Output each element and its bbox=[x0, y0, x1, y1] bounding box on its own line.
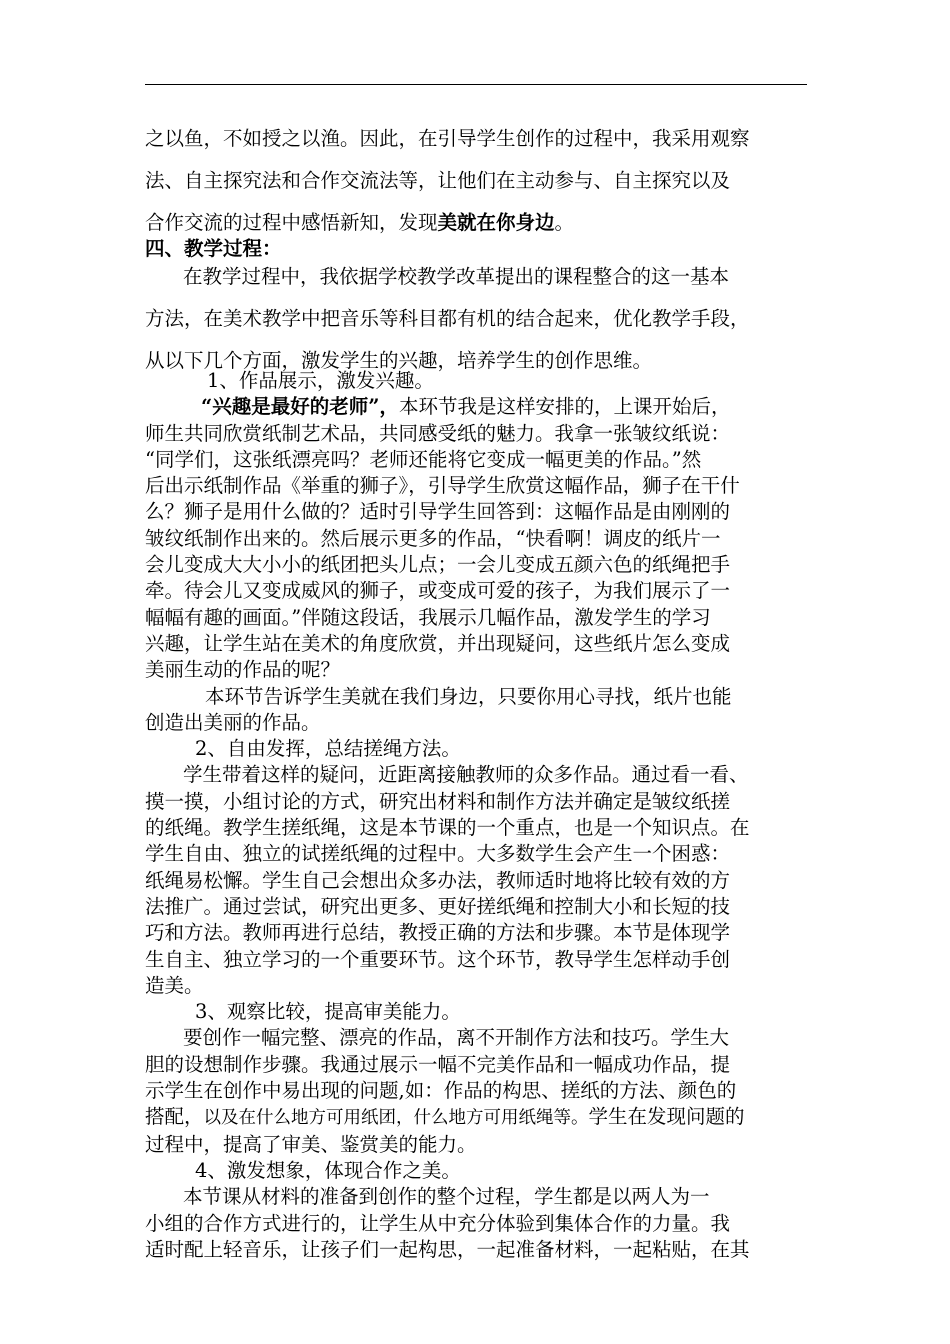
quote-emphasis: “兴趣是最好的老师”， bbox=[201, 395, 399, 419]
text-line: 学生自由、独立的试搓纸绳的过程中。大多数学生会产生一个困惑： bbox=[145, 842, 731, 866]
text-line: 造美。 bbox=[145, 973, 204, 997]
text-span: 。 bbox=[554, 211, 575, 234]
text-line: 兴趣，让学生站在美术的角度欣赏，并出现疑问，这些纸片怎么变成 bbox=[145, 631, 731, 655]
text-line: “同学们，这张纸漂亮吗？老师还能将它变成一幅更美的作品。”然 bbox=[145, 447, 702, 471]
text-line bbox=[145, 394, 807, 420]
text-span: 本环节我是这样安排的，上课开始后， bbox=[398, 395, 731, 419]
text-line: 巧和方法。教师再进行总结，教授正确的方法和步骤。本节是体现学 bbox=[145, 921, 731, 945]
text-line: 从以下几个方面，激发学生的兴趣，培养学生的创作思维。 bbox=[145, 349, 653, 372]
text-line: 法推广。通过尝试，研究出更多、更好搓纸绳和控制大小和长短的技 bbox=[145, 894, 731, 918]
text-line: 之以鱼，不如授之以渔。因此，在引导学生创作的过程中，我采用观察 bbox=[145, 127, 750, 150]
text-line: 纸绳易松懈。学生自己会想出众多办法，教师适时地将比较有效的方 bbox=[145, 868, 731, 892]
text-line: 胆的设想制作步骤。我通过展示一幅不完美作品和一幅成功作品，提 bbox=[145, 1052, 731, 1076]
text-span: 学生在发现问题的 bbox=[588, 1105, 745, 1129]
text-line: 幅幅有趣的画面。”伴随这段话，我展示几幅作品，激发学生的学习 bbox=[145, 605, 711, 629]
text-line: 摸一摸，小组讨论的方式，研究出材料和制作方法并确定是皱纹纸搓 bbox=[145, 789, 731, 813]
text-line: 过程中，提高了审美、鉴赏美的能力。 bbox=[145, 1132, 477, 1156]
text-line: 本环节告诉学生美就在我们身边，只要你用心寻找，纸片也能 bbox=[205, 684, 732, 708]
intro-paragraph bbox=[145, 256, 807, 382]
text-line: 么？狮子是用什么做的？适时引导学生回答到：这幅作品是由刚刚的 bbox=[145, 500, 731, 524]
top-paragraph bbox=[145, 118, 807, 244]
text-line: 本节课从材料的准备到创作的整个过程，学生都是以两人为一 bbox=[183, 1185, 710, 1209]
text-line: 创造出美丽的作品。 bbox=[145, 710, 321, 734]
subsection-title-2: 2、自由发挥，总结搓绳方法。 bbox=[195, 737, 461, 761]
text-line: 方法，在美术教学中把音乐等科目都有机的结合起来，优化教学手段， bbox=[145, 307, 750, 330]
subsection-title-4: 4、激发想象，体现合作之美。 bbox=[195, 1158, 461, 1182]
text-line: 在教学过程中，我依据学校教学改革提出的课程整合的这一基本 bbox=[183, 265, 730, 288]
text-span-small: 以及在什么地方可用纸团，什么地方可用纸绳等。 bbox=[203, 1108, 589, 1129]
text-line: 会儿变成大大小小的纸团把头儿点；一会儿变成五颜六色的纸绳把手 bbox=[145, 553, 731, 577]
text-line: 学生带着这样的疑问，近距离接触教师的众多作品。通过看一看、 bbox=[183, 763, 749, 787]
text-line: 适时配上轻音乐，让孩子们一起构思，一起准备材料，一起粘贴，在其 bbox=[145, 1237, 750, 1261]
text-line: 牵。待会儿又变成威风的狮子，或变成可爱的孩子，为我们展示了一 bbox=[145, 579, 731, 603]
subsection-title-3: 3、观察比较，提高审美能力。 bbox=[195, 1000, 461, 1024]
text-span: 搭配， bbox=[145, 1105, 204, 1129]
text-span: 合作交流的过程中感悟新知，发现 bbox=[145, 211, 438, 234]
text-line: 皱纹纸制作出来的。然后展示更多的作品，“快看啊！调皮的纸片一 bbox=[145, 526, 721, 550]
text-line: 小组的合作方式进行的，让学生从中充分体验到集体合作的力量。我 bbox=[145, 1211, 731, 1235]
section-heading: 四、教学过程： bbox=[145, 237, 282, 260]
text-line: 后出示纸制作品《举重的狮子》，引导学生欣赏这幅作品，狮子在干什 bbox=[145, 474, 740, 498]
subsection-title-1: 1、作品展示，激发兴趣。 bbox=[207, 369, 434, 392]
text-line: 师生共同欣赏纸制艺术品，共同感受纸的魅力。我拿一张皱纹纸说： bbox=[145, 421, 731, 445]
text-line: 法、自主探究法和合作交流法等，让他们在主动参与、自主探究以及 bbox=[145, 169, 731, 192]
header-rule bbox=[145, 84, 807, 85]
text-line: 的纸绳。教学生搓纸绳，这是本节课的一个重点，也是一个知识点。在 bbox=[145, 816, 750, 840]
text-line: 生自主、独立学习的一个重要环节。这个环节，教导学生怎样动手创 bbox=[145, 947, 731, 971]
text-line: 要创作一幅完整、漂亮的作品，离不开制作方法和技巧。学生大 bbox=[183, 1026, 730, 1050]
body-content bbox=[145, 368, 807, 1263]
emphasis-text: 美就在你身边 bbox=[437, 211, 555, 234]
text-line: 示学生在创作中易出现的问题,如：作品的构思、搓纸的方法、颜色的 bbox=[145, 1079, 737, 1103]
text-line bbox=[145, 1104, 807, 1131]
text-line: 美丽生动的作品的呢？ bbox=[145, 658, 341, 682]
